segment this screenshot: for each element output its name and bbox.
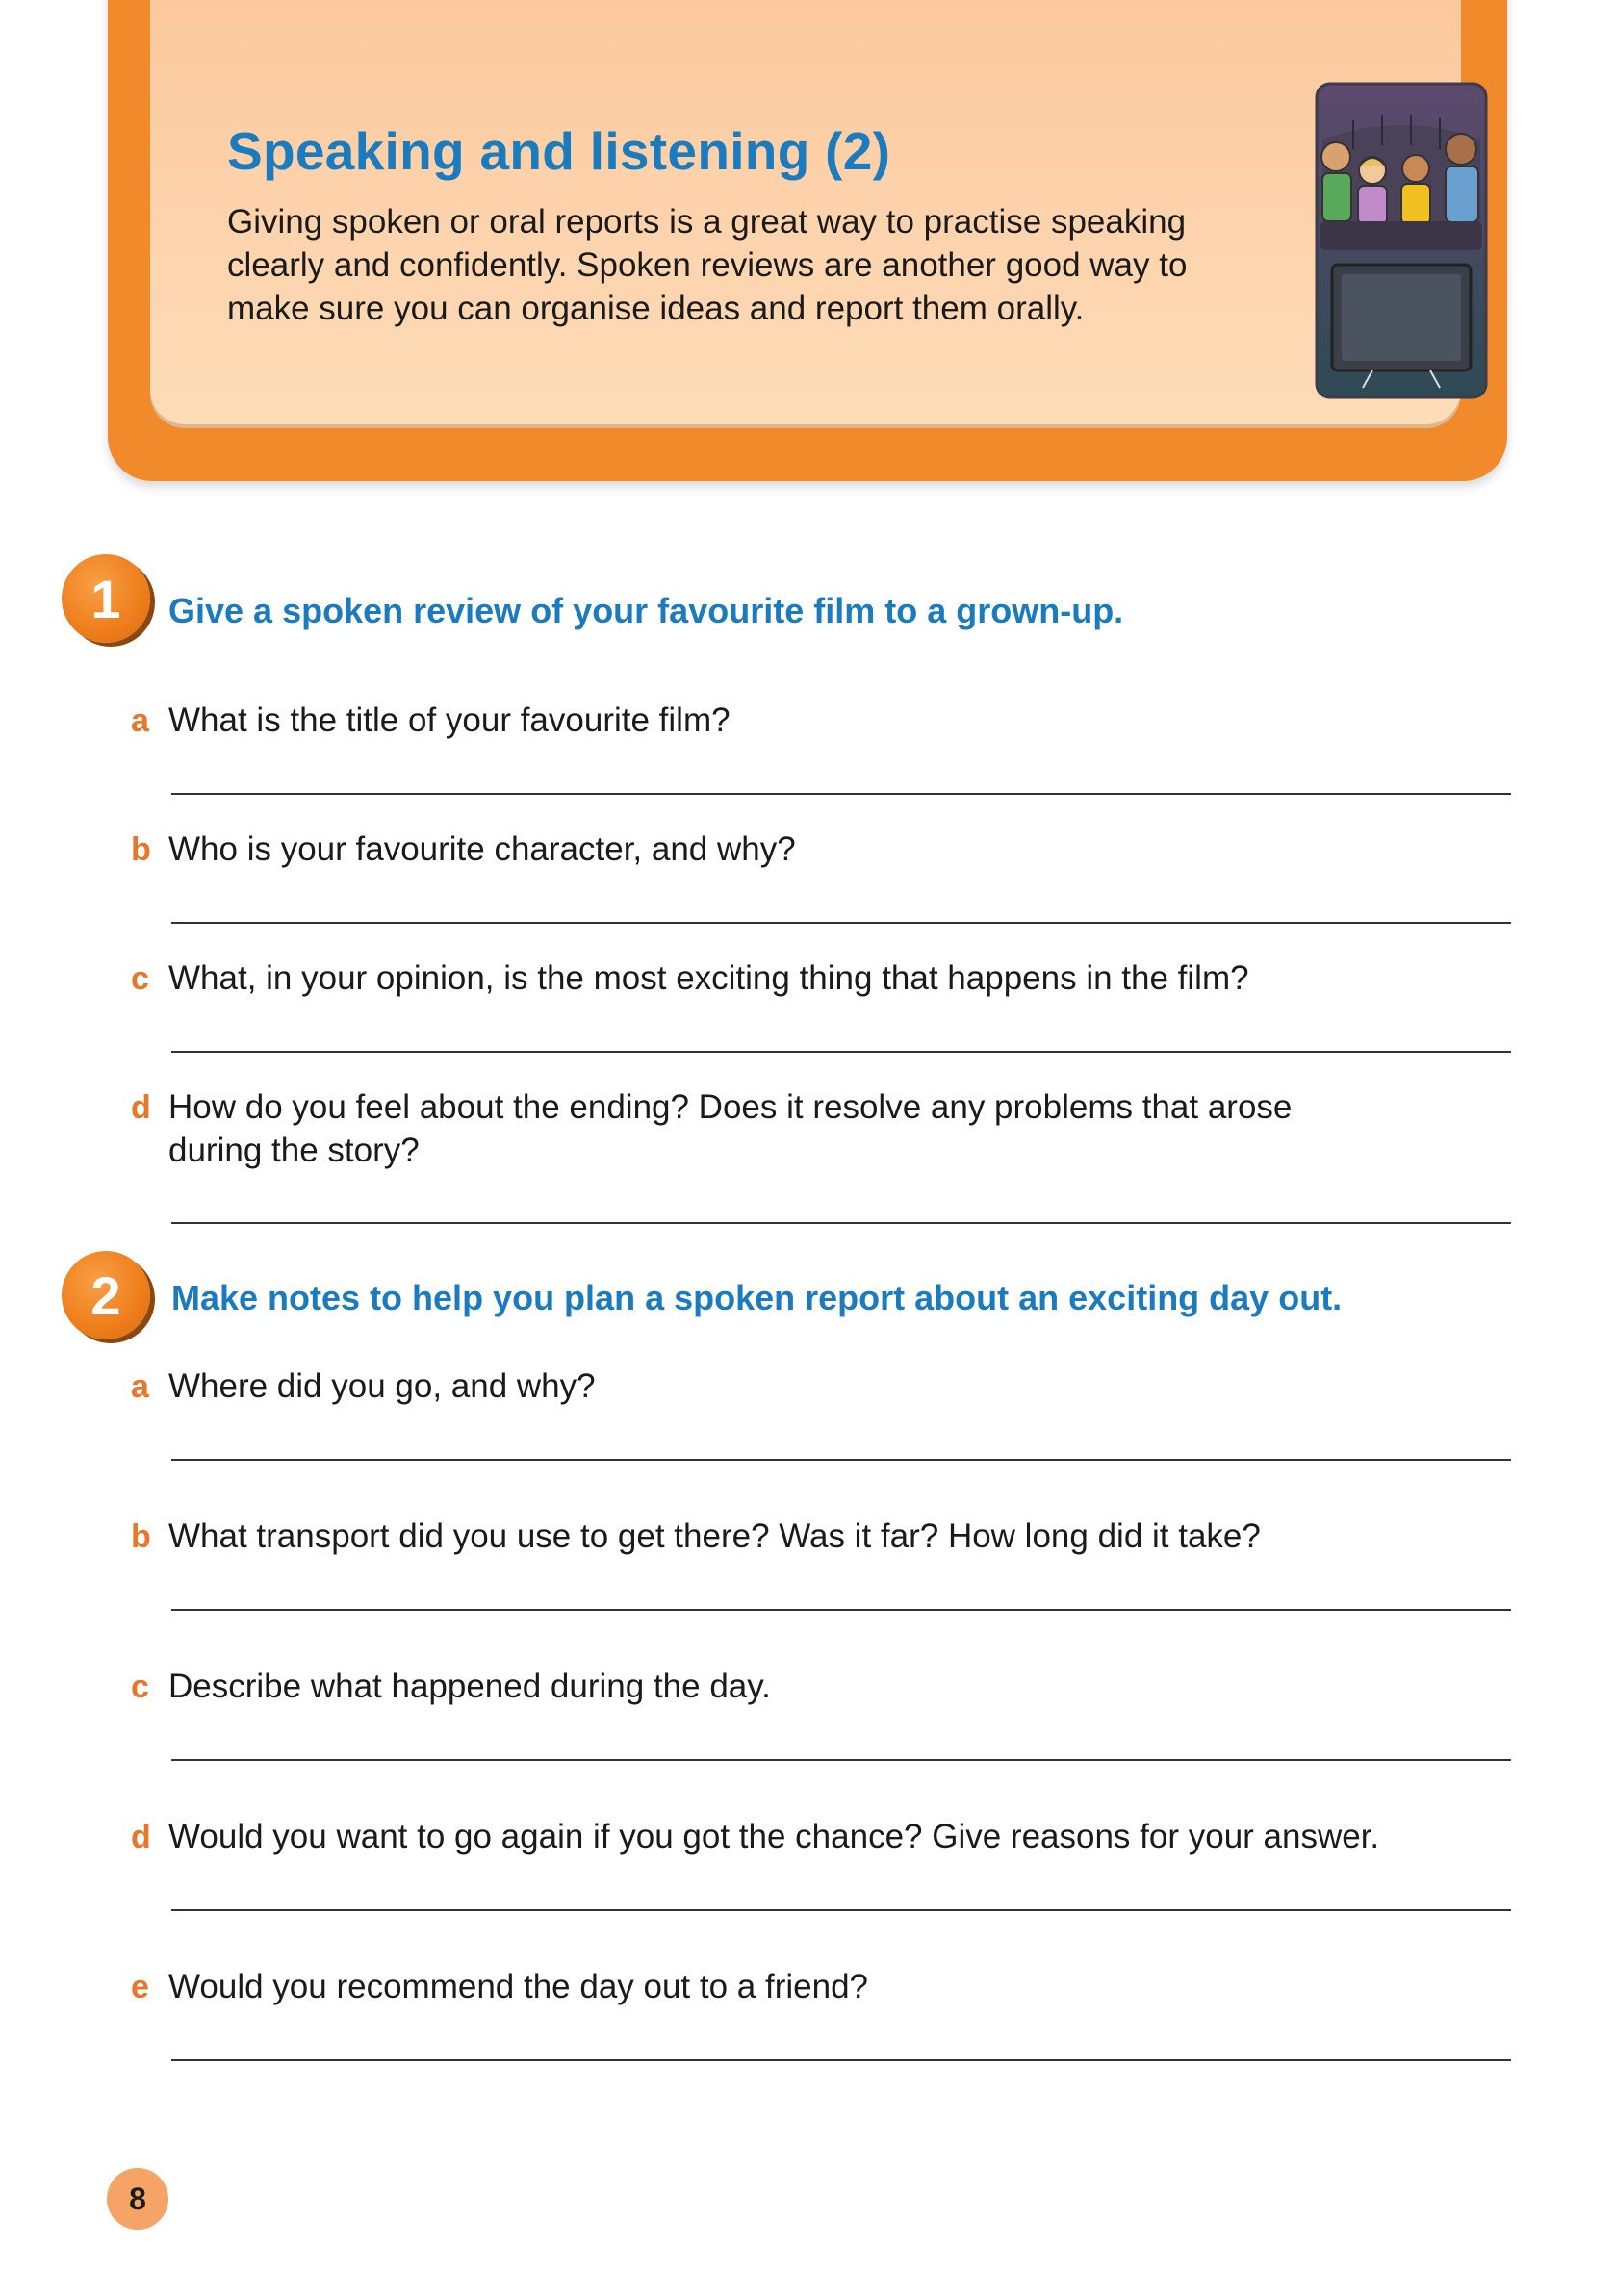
header-panel-inner [150, 0, 1461, 428]
question-letter: b [131, 831, 151, 868]
answer-line-2e[interactable] [171, 2059, 1511, 2061]
person-4 [1446, 134, 1478, 222]
person-2 [1358, 157, 1387, 224]
answer-line-2c[interactable] [171, 1759, 1511, 1761]
answer-line-2a[interactable] [171, 1459, 1511, 1461]
question-text: How do you feel about the ending? Does it resolve any problems that arose during the story? [168, 1088, 1293, 1169]
tv-icon [1332, 265, 1471, 388]
activity-1-badge: 1 [62, 554, 150, 643]
question-letter: d [131, 1089, 151, 1126]
answer-line-1d[interactable] [171, 1222, 1511, 1224]
question-text: Describe what happened during the day. [168, 1668, 771, 1705]
question-letter: b [131, 1518, 151, 1555]
question-text: What is the title of your favourite film? [168, 702, 731, 739]
question-text: What transport did you use to get there? Was it far? How long did it take? [168, 1518, 1261, 1555]
question-text: What, in your opinion, is the most exciting thing that happens in the film? [168, 959, 1249, 997]
activity-2-badge: 2 [62, 1251, 150, 1339]
answer-line-2b[interactable] [171, 1609, 1511, 1611]
family-watching-tv-illustration [1315, 82, 1488, 399]
question-letter: e [131, 1969, 149, 2005]
activity-2-title: Make notes to help you plan a spoken report about an exciting day out. [171, 1278, 1343, 1317]
intro-text: Giving spoken or oral reports is a great way to practise speaking clearly and confidently. Spoken reviews are another good way to make sure you can organise ideas and report them orally. [227, 203, 1188, 327]
activity-1-title: Give a spoken review of your favourite film to a grown-up. [168, 591, 1124, 630]
answer-line-2d[interactable] [171, 1909, 1511, 1911]
question-letter: a [131, 1368, 149, 1405]
question-letter: a [131, 702, 149, 739]
question-letter: d [131, 1819, 151, 1855]
page-number: 8 [107, 2168, 168, 2230]
question-text: Where did you go, and why? [168, 1367, 596, 1405]
page-title: Speaking and listening (2) [227, 121, 891, 181]
question-text: Would you recommend the day out to a friend? [168, 1968, 869, 2005]
answer-line-1c[interactable] [171, 1051, 1511, 1053]
person-3 [1401, 155, 1430, 224]
question-letter: c [131, 1669, 149, 1705]
question-text: Who is your favourite character, and why? [168, 830, 796, 868]
question-text: Would you want to go again if you got the chance? Give reasons for your answer. [168, 1818, 1380, 1855]
person-1 [1321, 142, 1351, 221]
header-panel [108, 0, 1507, 481]
question-letter: c [131, 960, 149, 997]
answer-line-1a[interactable] [171, 793, 1511, 795]
answer-line-1b[interactable] [171, 922, 1511, 924]
